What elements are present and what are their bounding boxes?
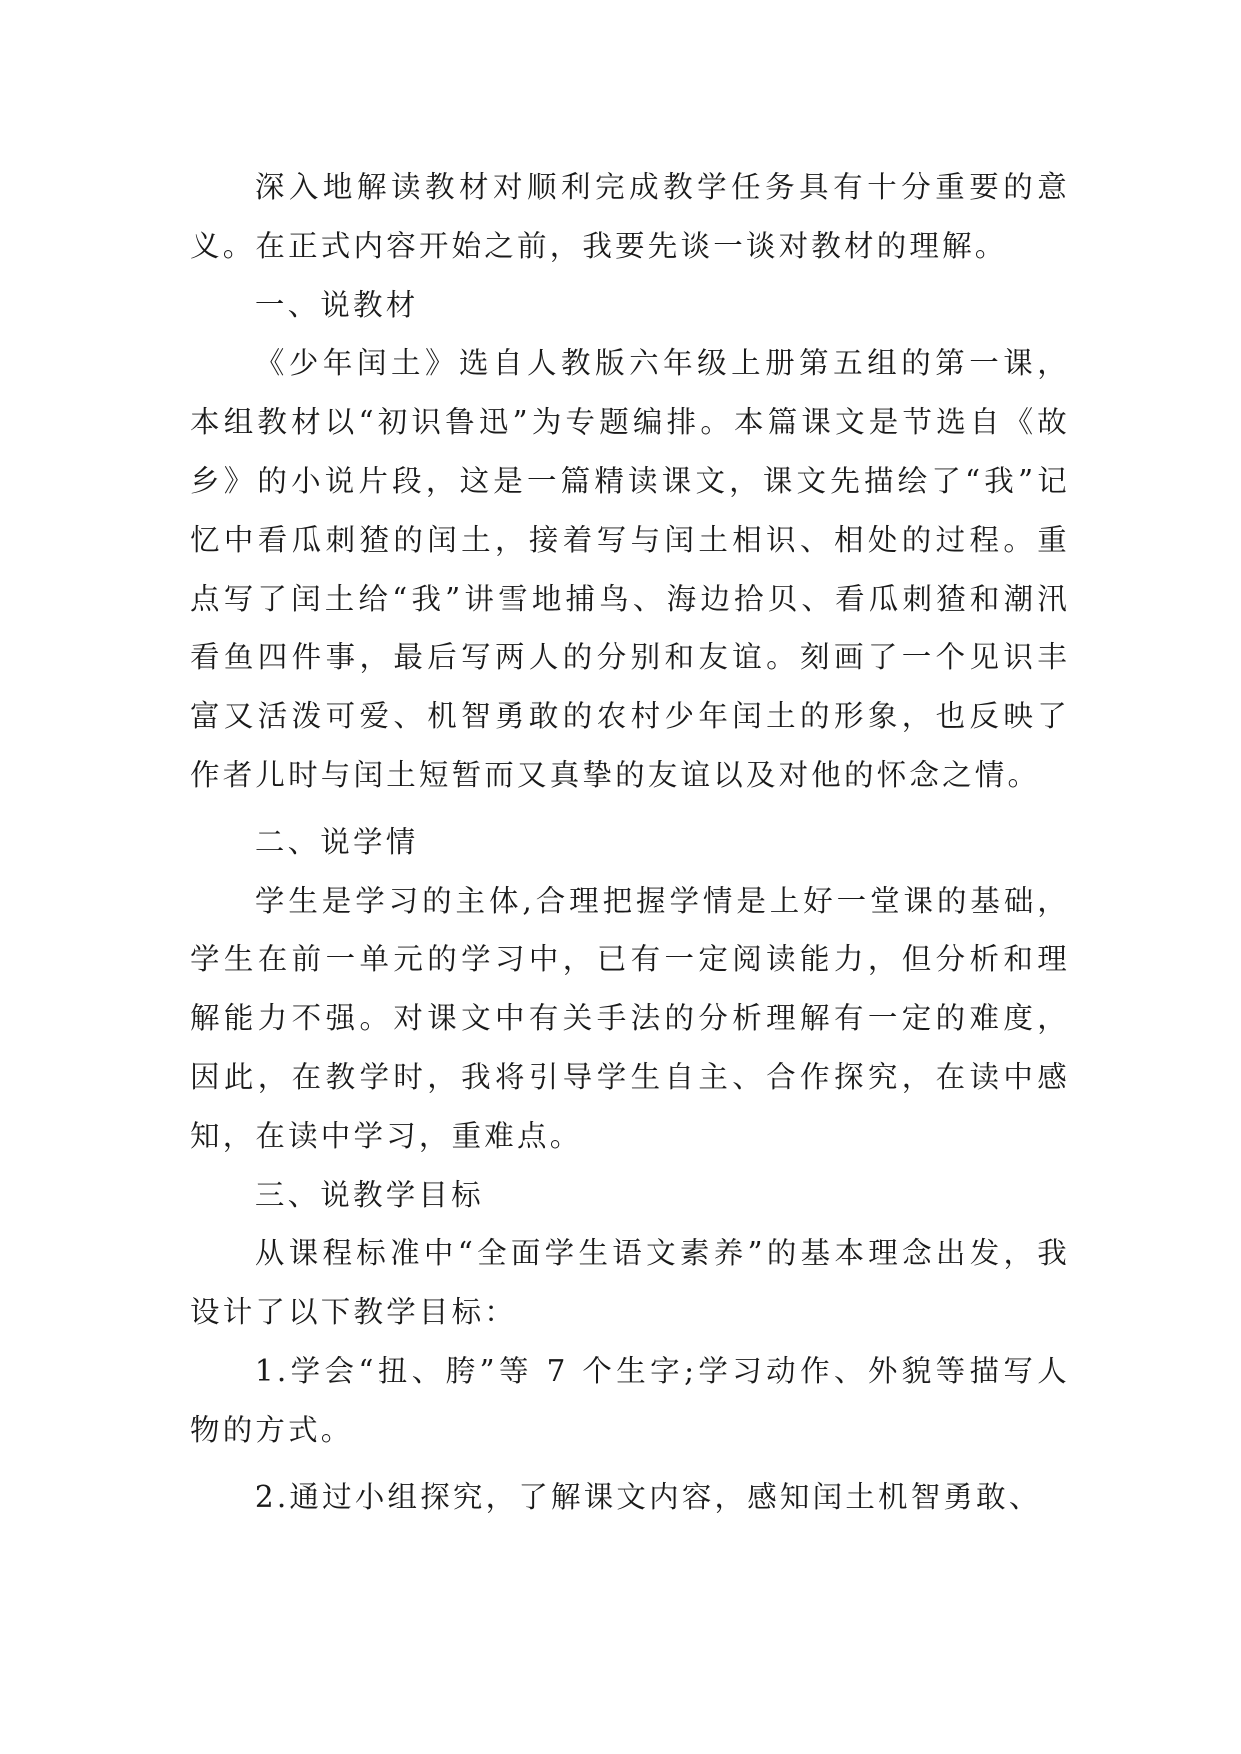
spacer bbox=[190, 1460, 1070, 1468]
textbook-paragraph: 《少年闰土》选自人教版六年级上册第五组的第一课，本组教材以“初识鲁迅”为专题编排。本篇课文是节选自《故乡》的小说片段，这是一篇精读课文，课文先描绘了“我”记忆中看瓜刺猹的闰土，接着写与闰土相识、相处的过程。重点写了闰土给“我”讲雪地捕鸟、海边拾贝、看瓜刺猹和潮汛看鱼四件事，最后写两人的分别和友谊。刻画了一个见识丰富又活泼可爱、机智勇敢的农村少年闰土的形象，也反映了作者儿时与闰土短暂而又真挚的友谊以及对他的怀念之情。 bbox=[190, 346, 1070, 792]
objectives-intro-paragraph: 从课程标准中“全面学生语文素养”的基本理念出发，我设计了以下教学目标： bbox=[190, 1236, 1070, 1330]
spacer bbox=[190, 805, 1070, 813]
document-body bbox=[190, 158, 1070, 1526]
section-heading-textbook: 一、说教材 bbox=[254, 287, 419, 322]
objective-item-1: 1.学会“扭、胯”等 7 个生字;学习动作、外貌等描写人物的方式。 bbox=[190, 1353, 1070, 1447]
section-heading-students: 二、说学情 bbox=[254, 824, 419, 859]
students-paragraph: 学生是学习的主体,合理把握学情是上好一堂课的基础，学生在前一单元的学习中，已有一定阅读能力，但分析和理解能力不强。对课文中有关手法的分析理解有一定的难度，因此，在教学时，我将引导学生自主、合作探究，在读中感知，在读中学习，重难点。 bbox=[190, 883, 1070, 1153]
intro-paragraph: 深入地解读教材对顺利完成教学任务具有十分重要的意义。在正式内容开始之前，我要先谈一谈对教材的理解。 bbox=[190, 170, 1070, 263]
section-heading-objectives: 三、说教学目标 bbox=[254, 1177, 484, 1212]
objective-item-2: 2.通过小组探究，了解课文内容，感知闰土机智勇敢、 bbox=[254, 1479, 1042, 1514]
